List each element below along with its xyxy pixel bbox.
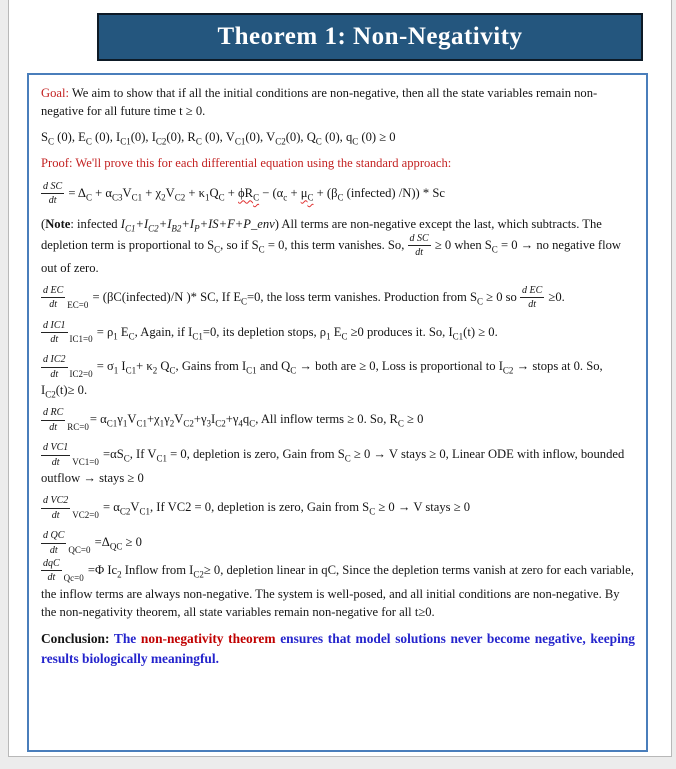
text-segment: ≥ 0	[403, 412, 424, 427]
fraction-condition: RC=0	[67, 422, 89, 433]
text-segment: , If V	[129, 447, 157, 462]
text-segment: +χ	[146, 412, 160, 427]
text-segment: non-negativity theorem	[140, 631, 281, 646]
subscript: C2	[119, 506, 131, 517]
text-segment: V	[127, 412, 137, 427]
subscript: C2	[174, 191, 186, 202]
subscript: C	[241, 296, 248, 307]
text-segment: V	[122, 185, 132, 200]
text-segment: The	[113, 631, 141, 646]
subscript: C1	[139, 506, 150, 517]
text-segment: ensures that model solutions never become negative, keeping results biologically meaningful.	[41, 631, 635, 667]
text-segment: , so if S	[220, 237, 259, 252]
text-segment: I	[189, 216, 195, 231]
fraction: $\frac{\text{d SC}}{dt}$	[409, 232, 429, 259]
equation-drc	[41, 407, 635, 434]
subscript: C1	[124, 223, 136, 234]
text-segment: +	[287, 185, 301, 200]
text-segment: Inflow from I	[121, 562, 194, 577]
text-segment: = (βC(infected)/N )* SC, If E	[89, 289, 242, 304]
subscript: C3	[112, 191, 123, 202]
text-segment: , All inflow terms ≥ 0. So, R	[255, 412, 398, 427]
text-segment: V	[130, 500, 140, 515]
text-segment: (t)≥ 0.	[55, 383, 88, 398]
subscript: 1	[113, 331, 118, 341]
subscript: C1	[131, 191, 143, 202]
text-segment: = σ	[93, 359, 114, 374]
text-segment: (0), I	[130, 130, 156, 145]
fraction-condition: EC=0	[67, 299, 89, 310]
subscript: C1	[192, 331, 203, 341]
text-segment: ≥ 0 when S	[431, 237, 492, 252]
text-segment: and Q	[256, 359, 291, 374]
subscript: C	[258, 244, 265, 255]
subscript: C	[195, 136, 202, 147]
theorem-title: Theorem 1: Non-Negativity	[217, 23, 523, 50]
text-segment: ≥ 0 → V stays ≥ 0	[375, 500, 471, 515]
text-segment: +	[181, 216, 190, 231]
text-segment: + χ	[142, 185, 162, 200]
subscript: 1	[159, 418, 165, 429]
subscript: C	[341, 331, 348, 341]
text-segment: ≥ 0 so	[482, 289, 520, 304]
text-segment: =Δ	[91, 534, 110, 549]
text-segment: + κ	[185, 185, 206, 200]
text-segment: ≥ 0	[122, 534, 142, 549]
text-segment: =αS	[99, 447, 124, 462]
subscript: C	[344, 453, 351, 464]
conclusion-paragraph	[41, 629, 635, 669]
text-segment: V	[174, 412, 184, 427]
subscript: C	[491, 244, 498, 255]
subscript: C	[169, 365, 176, 376]
text-segment: E	[117, 324, 129, 339]
text-segment: Q	[157, 359, 170, 374]
text-segment: I	[143, 216, 149, 231]
subscript: C2	[183, 418, 194, 429]
text-segment: + κ	[136, 359, 153, 374]
equation-dsc	[41, 181, 635, 207]
text-segment: +γ	[193, 412, 207, 427]
subscript: C	[307, 191, 314, 202]
text-segment: ϕR	[238, 185, 254, 200]
text-segment: , If VC2 = 0, depletion is zero, Gain from S	[150, 500, 370, 515]
text-segment: Conclusion:	[41, 631, 114, 646]
subscript: QC	[109, 541, 123, 552]
fraction: $\frac{\text{d RC}}{dt}$	[43, 407, 64, 433]
subscript: C1	[234, 136, 246, 147]
subscript: 2	[152, 365, 158, 376]
text-segment: γ	[164, 412, 170, 427]
subscript: C1	[120, 136, 131, 147]
subscript: C	[123, 453, 130, 464]
text-segment: ≥0 produces it. So, I	[347, 324, 453, 339]
fraction-condition: IC1=0	[69, 334, 93, 345]
text-segment: + α	[92, 185, 112, 200]
fraction: $\frac{\text{d VC2}}{dt}$	[43, 495, 69, 521]
fraction: $\frac{\text{d SC}}{dt}$	[43, 180, 63, 206]
text-segment: We aim to show that if all the initial conditions are non-negative, then all the state variables remain non-negative for all future time t ≥ 0.	[41, 86, 598, 119]
fraction: $\frac{\text{d IC2}}{dt}$	[43, 354, 66, 380]
text-segment: ≥ 0, depletion linear in qC, Since the depletion terms vanish at zero for each variable, the inflow terms are always non-negative. The system is well-posed, and all initial conditions are non-negative. By the non-negativity theorem, all state variables remain non-negative for all t≥0.	[41, 562, 634, 619]
subscript: C	[397, 418, 404, 429]
theorem-content-box	[27, 73, 648, 752]
fraction-condition: VC2=0	[72, 510, 99, 521]
text-segment: S	[41, 130, 49, 145]
text-segment: (0) ≥ 0	[358, 130, 396, 145]
text-segment: +γ	[225, 412, 239, 427]
text-segment: = ρ	[93, 324, 114, 339]
text-segment: I	[211, 412, 216, 427]
subscript: 1	[122, 418, 128, 429]
subscript: 2	[117, 569, 122, 580]
text-segment: , Again, if I	[134, 324, 193, 339]
subscript: 2	[161, 191, 166, 202]
text-segment: − (α	[259, 185, 284, 200]
subscript: C2	[215, 418, 226, 429]
subscript: C1	[246, 365, 257, 376]
text-segment: : infected	[70, 216, 121, 231]
text-segment: =0, the loss term vanishes. Production from S	[247, 289, 477, 304]
text-segment: Goal:	[41, 86, 69, 100]
goal-paragraph	[41, 84, 635, 120]
text-segment: (0), Q	[285, 130, 316, 145]
text-segment: I	[118, 359, 126, 374]
fraction-condition: VC1=0	[72, 457, 99, 468]
subscript: C1	[106, 418, 118, 429]
text-segment: = α	[89, 412, 107, 427]
subscript: C	[253, 191, 260, 202]
subscript: C2	[193, 569, 204, 580]
equation-dic1	[41, 320, 635, 347]
fraction: $\frac{\text{d IC1}}{dt}$	[43, 319, 66, 346]
text-segment: → both are ≥ 0, Loss is proportional to I	[296, 359, 503, 374]
subscript: C	[337, 191, 344, 202]
text-segment: ≥0.	[545, 289, 565, 304]
text-segment: ≥ 0 → V stays ≥ 0, Linear ODE with inflow, bounded outflow → stays ≥ 0	[41, 447, 625, 486]
text-segment: ) All terms are non-negative except the last, which subtracts. The depletion term is proportional to S	[41, 216, 602, 252]
subscript: C2	[45, 389, 56, 400]
subscript: C2	[502, 365, 514, 376]
subscript: C1	[156, 453, 167, 464]
subscript: C	[352, 136, 359, 147]
text-segment: Note	[45, 216, 71, 231]
note-paragraph	[41, 215, 635, 277]
subscript: C	[85, 136, 92, 147]
text-segment: (0), E	[54, 130, 86, 145]
fraction-condition: QC=0	[68, 544, 91, 555]
text-segment: (0), R	[166, 130, 196, 145]
subscript: 4	[238, 418, 243, 429]
subscript: 1	[113, 365, 119, 376]
text-segment: Q	[209, 185, 219, 200]
text-segment: = 0, this term vanishes. So,	[264, 237, 408, 252]
text-segment: = 0, depletion is zero, Gain from S	[166, 447, 345, 462]
fraction: $\frac{\text{dqC}}{dt}$	[43, 557, 60, 584]
text-segment: I	[120, 216, 125, 231]
subscript: C	[290, 365, 297, 376]
document-page	[8, 0, 672, 757]
text-segment: = Δ	[65, 185, 86, 200]
text-segment: (0), I	[91, 130, 121, 145]
subscript: 3	[206, 418, 212, 429]
text-segment: +	[135, 216, 144, 231]
text-segment: (infected) /N)) * Sc	[343, 185, 445, 200]
proof-lead-line	[41, 154, 635, 172]
subscript: P	[194, 223, 200, 234]
text-segment: V	[165, 185, 175, 200]
subscript: B2	[171, 223, 182, 234]
text-segment: (0), q	[321, 130, 353, 145]
text-segment: + (β	[313, 185, 338, 200]
text-segment: , Gains from I	[175, 359, 247, 374]
fraction: $\frac{\text{d EC}}{dt}$	[522, 284, 543, 311]
text-segment: +	[224, 185, 239, 200]
equation-dic2	[41, 354, 635, 399]
text-segment: =Φ Ic	[84, 562, 118, 577]
text-segment: (0), V	[201, 130, 235, 145]
subscript: 1	[326, 331, 331, 341]
equation-dvc1	[41, 442, 635, 487]
text-segment: Proof: We'll prove this for each differential equation using the standard approach:	[41, 156, 452, 171]
initial-conditions-line	[41, 128, 635, 146]
equation-dec	[41, 285, 635, 312]
subscript: C1	[125, 365, 137, 376]
fraction-condition: Qc=0	[63, 572, 84, 583]
text-segment: =0, its depletion stops, ρ	[202, 324, 327, 339]
text-segment: q	[242, 412, 250, 427]
theorem-title-banner	[97, 13, 643, 61]
text-segment: (t) ≥ 0.	[463, 324, 498, 339]
fraction: $\frac{\text{d QC}}{dt}$	[43, 530, 65, 556]
text-segment: = α	[99, 500, 120, 515]
subscript: C2	[155, 136, 167, 147]
text-segment: (	[41, 216, 46, 231]
fraction-condition: IC2=0	[69, 369, 93, 380]
subscript: C	[85, 191, 92, 202]
equation-dvc2	[41, 495, 635, 522]
fraction: $\frac{\text{d EC}}{dt}$	[43, 284, 64, 311]
subscript: C	[218, 191, 225, 202]
text-segment: I	[167, 216, 172, 231]
subscript: C	[128, 331, 135, 341]
subscript: 1	[205, 191, 210, 202]
text-segment: γ	[117, 412, 123, 427]
subscript: C1	[136, 418, 147, 429]
subscript: C2	[148, 223, 159, 234]
text-segment: = 0 → no negative flow out of zero.	[41, 237, 622, 275]
subscript: 2	[169, 418, 175, 429]
subscript: C	[369, 506, 376, 517]
subscript: C	[315, 136, 322, 147]
subscript: C	[48, 136, 55, 147]
subscript: C	[214, 244, 221, 255]
equation-dqc-lower	[41, 558, 635, 621]
text-segment: E	[330, 324, 342, 339]
text-segment: (0), V	[245, 130, 276, 145]
subscript: c	[283, 191, 288, 202]
text-segment: → stops at 0. So, I	[41, 359, 603, 398]
subscript: C	[476, 296, 483, 307]
subscript: C2	[275, 136, 286, 147]
text-segment: +	[158, 216, 168, 231]
equation-dqc-upper	[41, 530, 635, 557]
fraction: $\frac{\text{d VC1}}{dt}$	[43, 442, 69, 468]
subscript: C1	[452, 331, 464, 341]
text-segment: +IS+F+P_env	[199, 216, 275, 231]
subscript: C	[249, 418, 256, 429]
text-segment: μ	[300, 185, 308, 200]
